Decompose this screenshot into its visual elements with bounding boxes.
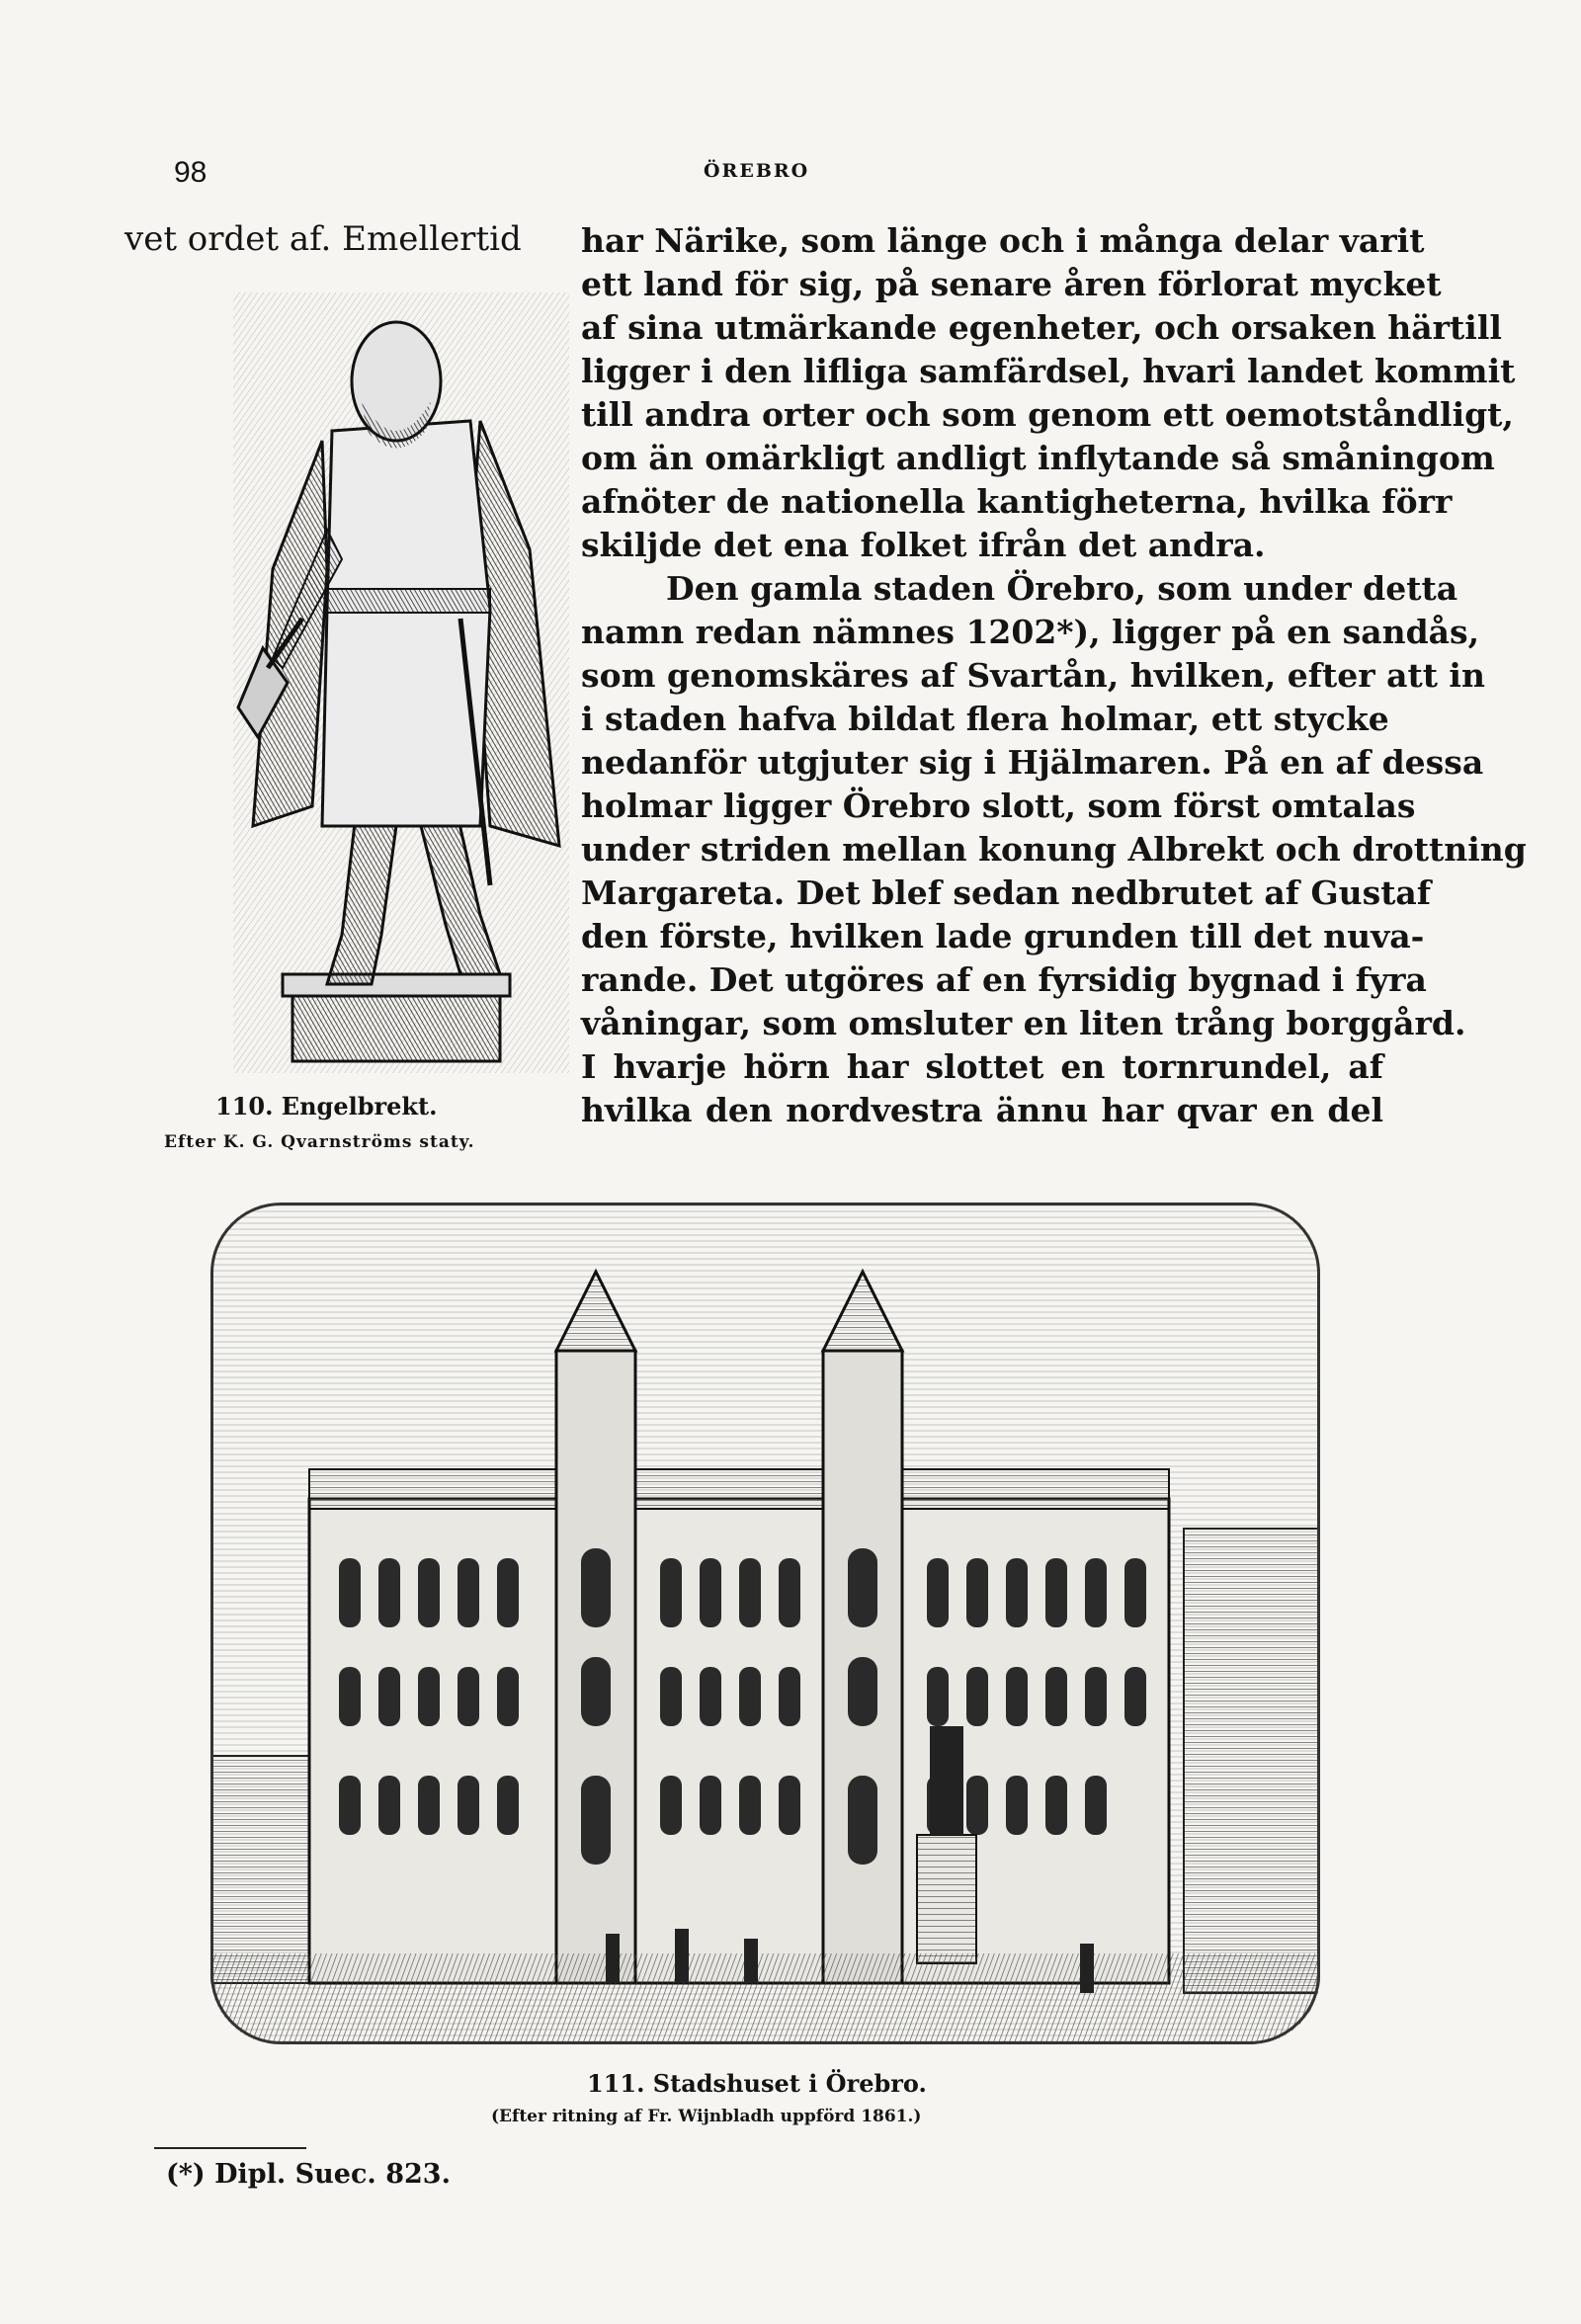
body-line: ligger i den lifliga samfärdsel, hvari landet kommit — [581, 352, 1516, 390]
body-line: om än omärkligt andligt inflytande så småningom — [581, 439, 1495, 477]
body-line: under striden mellan konung Albrekt och drottning — [581, 830, 1527, 869]
body-line: Den gamla staden Örebro, som under detta — [666, 569, 1458, 608]
body-line: ett land för sig, på senare åren förlorat mycket — [581, 265, 1442, 303]
body-line: till andra orter och som genom ett oemotståndligt, — [581, 395, 1514, 434]
figure-111-caption: 111. Stadshuset i Örebro. — [587, 2069, 927, 2098]
body-line: afnöter de nationella kantigheterna, hvilka förr — [581, 482, 1453, 521]
body-line: skiljde det ena folket ifrån det andra. — [581, 526, 1266, 564]
figure-111-credit: (Efter ritning af Fr. Wijnbladh uppförd 1861.) — [491, 2107, 922, 2126]
body-line: hvilka den nordvestra ännu har qvar en del — [581, 1091, 1383, 1129]
figure-110-credit: Efter K. G. Qvarnströms staty. — [164, 1132, 475, 1152]
body-line: Margareta. Det blef sedan nedbrutet af Gustaf — [581, 873, 1432, 912]
body-line: I hvarje hörn har slottet en tornrundel, af — [581, 1047, 1383, 1086]
body-line: i staden hafva bildat flera holmar, ett stycke — [581, 700, 1389, 738]
body-text — [581, 219, 1527, 1132]
footnote-rule — [154, 2147, 306, 2149]
running-title: ÖREBRO — [704, 160, 810, 182]
body-line: har Närike, som länge och i många delar varit — [581, 221, 1425, 260]
body-line: den förste, hvilken lade grunden till det nuva- — [581, 917, 1425, 955]
footnote: (*) Dipl. Suec. 823. — [166, 2159, 451, 2190]
body-line: som genomskäres af Svartån, hvilken, efter att in — [581, 656, 1485, 695]
figure-110-caption: 110. Engelbrekt. — [215, 1092, 438, 1120]
page-number: 98 — [174, 156, 208, 189]
stadshuset-engraving — [210, 1203, 1320, 2044]
body-line: våningar, som omsluter en liten trång borggård. — [581, 1004, 1466, 1042]
body-line: rande. Det utgöres af en fyrsidig bygnad i fyra — [581, 960, 1427, 999]
body-line: namn redan nämnes 1202*), ligger på en sandås, — [581, 613, 1480, 651]
body-line: af sina utmärkande egenheter, och orsaken härtill — [581, 308, 1502, 347]
body-line: nedanför utgjuter sig i Hjälmaren. På en af dessa — [581, 743, 1484, 782]
body-line: holmar ligger Örebro slott, som först omtalas — [581, 787, 1416, 825]
engelbrekt-statue-engraving — [233, 292, 569, 1073]
lead-text: vet ordet af. Emellertid — [125, 219, 522, 259]
